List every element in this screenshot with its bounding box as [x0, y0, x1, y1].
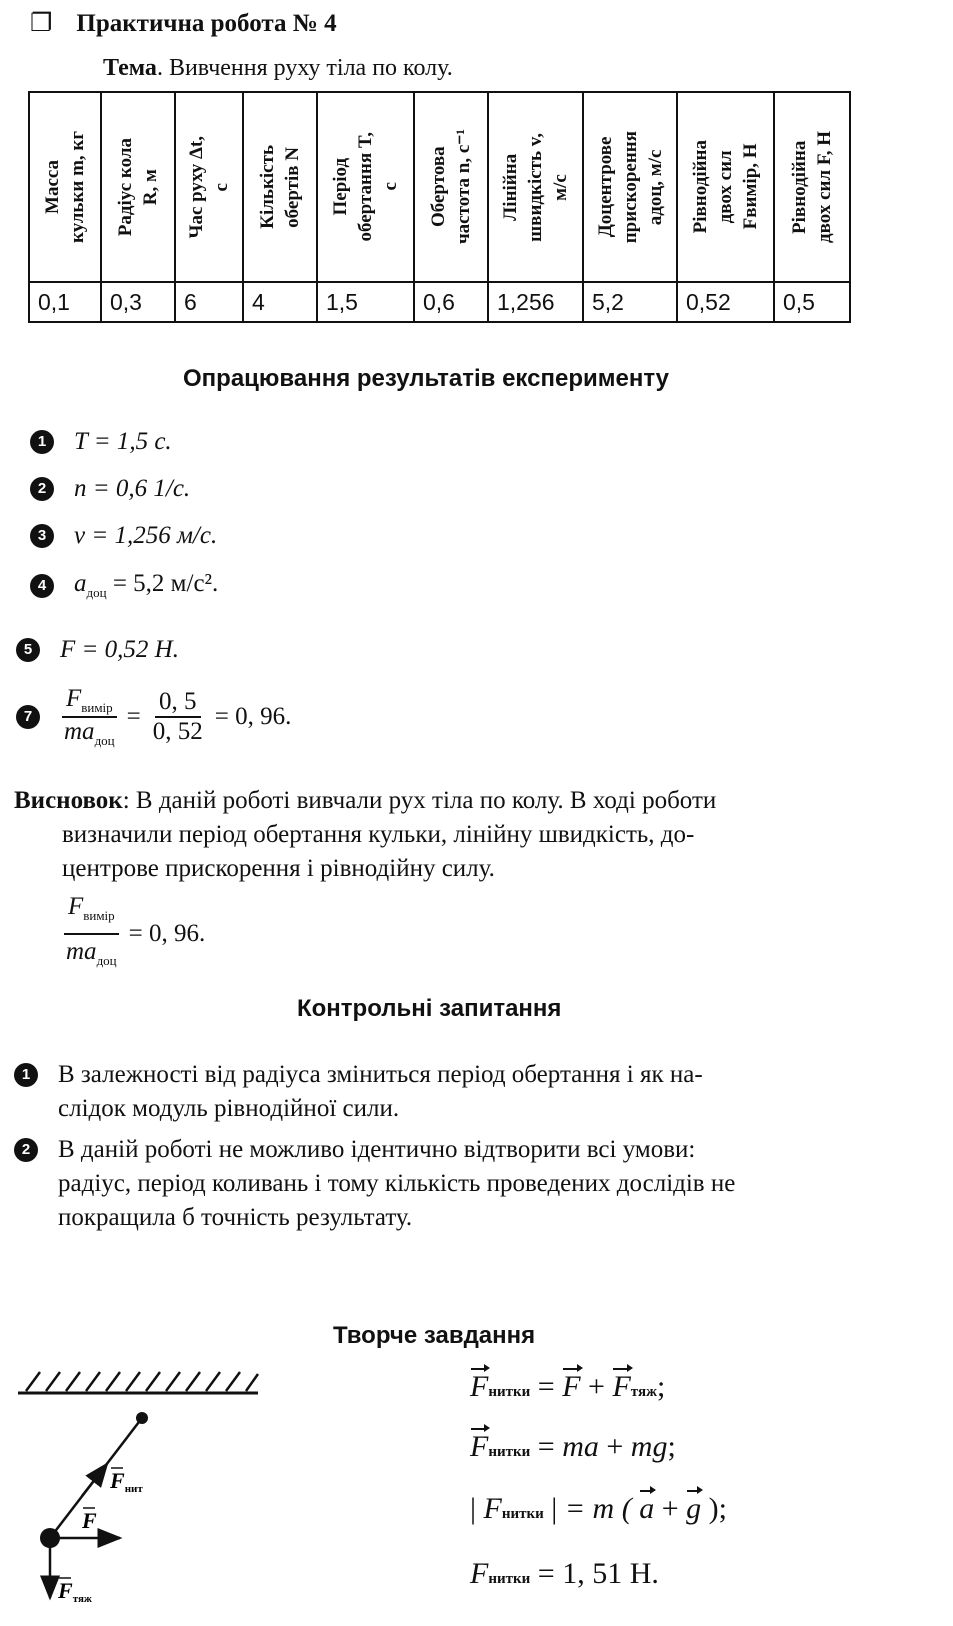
table-cell: 1,5	[317, 282, 414, 322]
topic-line	[103, 55, 453, 82]
table-header-cell: Лінійна швидкість v, м/с	[488, 92, 583, 282]
table-header-cell: Радіус кола R, м	[101, 92, 175, 282]
table-cell: 1,256	[488, 282, 583, 322]
list-item	[30, 570, 218, 601]
item-text: $a_{доц} = 5,2$ м/с².	[74, 570, 219, 600]
number-badge: 7	[16, 705, 40, 729]
pivot-point	[136, 1412, 148, 1424]
table-cell: 6	[175, 282, 243, 322]
number-badge: 2	[14, 1138, 38, 1162]
number-badge: 2	[30, 477, 54, 501]
tension-arrow	[82, 1464, 107, 1496]
formula-3: | Fнитки | = m ( a + g );	[470, 1492, 727, 1525]
equals-sign: =	[126, 703, 141, 730]
title-text: Практична робота № 4	[76, 10, 337, 37]
table-cell: 5,2	[583, 282, 677, 322]
item-text: v = 1,256 м/с.	[74, 522, 218, 549]
number-badge: 3	[30, 524, 54, 548]
checkbox-icon: ❐	[30, 10, 53, 37]
table-cell: 0,1	[29, 282, 101, 322]
ftyazh-label: Fтяж	[58, 1578, 92, 1605]
page-title	[30, 8, 337, 38]
list-item: 1 В залежності від радіуса зміниться період обертання і як на- слідок модуль рівнодійної сили.	[14, 1058, 914, 1126]
table-cell: 0,3	[101, 282, 175, 322]
list-item	[30, 522, 217, 550]
f-label: F	[82, 1508, 97, 1533]
processing-heading: Опрацювання результатів експерименту	[183, 365, 670, 392]
table-cell: 0,6	[414, 282, 488, 322]
conclusion: Висновок: В даній роботі вивчали рух тіла по колу. В ході роботи визначили період обертання кульки, лінійну швидкість, до- центрове прискорення і рівнодійну силу. $\frac{F_{вимір}}{ma_{доц}}$ = 0, 96.	[14, 784, 914, 978]
table-header-cell: Кількість обертів N	[243, 92, 317, 282]
number-badge: 1	[30, 430, 54, 454]
table-header-cell: Період обертання T, с	[317, 92, 414, 282]
item-text: F = 0,52 Н.	[60, 636, 179, 663]
table-cell: 0,52	[677, 282, 774, 322]
list-item	[30, 428, 172, 456]
value-fraction: $\frac{0, 5}{0, 52}$	[152, 688, 203, 745]
item-text: n = 0,6 1/с.	[74, 475, 191, 502]
ceiling-hatch	[18, 1372, 258, 1393]
result-text: = 0, 96.	[214, 703, 292, 730]
conclusion-label: Висновок	[14, 787, 123, 814]
number-badge: 4	[30, 574, 54, 598]
formula-2: Fнитки = ma + mg;	[470, 1430, 676, 1463]
table-cell: 0,5	[774, 282, 850, 322]
list-item: 2 В даній роботі не можливо ідентично відтворити всі умови: радіус, період коливань і тому кількість проведених дослідів не покращила б точність результату.	[14, 1133, 914, 1235]
formula-4: Fнитки = 1, 51 Н.	[470, 1557, 659, 1590]
table-header-cell: Рівнодійна двох сил Fвимір, Н	[677, 92, 774, 282]
table-header-cell: Рівнодійна двох сил F, Н	[774, 92, 850, 282]
number-badge: 5	[16, 638, 40, 662]
item-text: T = 1,5 с.	[74, 428, 172, 455]
results-table	[28, 91, 851, 323]
topic-text: . Вивчення руху тіла по колу.	[156, 55, 453, 81]
table-header-cell: Доцентрове прискорення aдоц, м/с	[583, 92, 677, 282]
table-header-cell: Масса кульки m, кг	[29, 92, 101, 282]
table-cell: 4	[243, 282, 317, 322]
fnit-label: Fнит	[110, 1468, 143, 1495]
number-badge: 1	[14, 1063, 38, 1087]
questions-heading: Контрольні запитання	[297, 995, 562, 1022]
table-header-cell: Обертова частота n, с⁻¹	[414, 92, 488, 282]
table-row	[29, 282, 850, 322]
ratio-fraction: $\frac{F_{вимір}}{ma_{доц}}$	[60, 685, 119, 749]
formula-1: Fнитки = F + Fтяж;	[470, 1370, 666, 1403]
topic-label: Тема	[103, 55, 157, 81]
ball	[40, 1528, 60, 1548]
list-item	[30, 475, 190, 503]
conclusion-formula: $\frac{F_{вимір}}{ma_{доц}}$ = 0, 96.	[14, 890, 914, 978]
table-header-row	[29, 92, 850, 282]
pendulum-diagram	[10, 1360, 270, 1610]
creative-heading: Творче завдання	[333, 1322, 536, 1349]
list-item	[16, 636, 179, 664]
table-header-cell: Час руху Δt, с	[175, 92, 243, 282]
list-item	[16, 685, 291, 749]
